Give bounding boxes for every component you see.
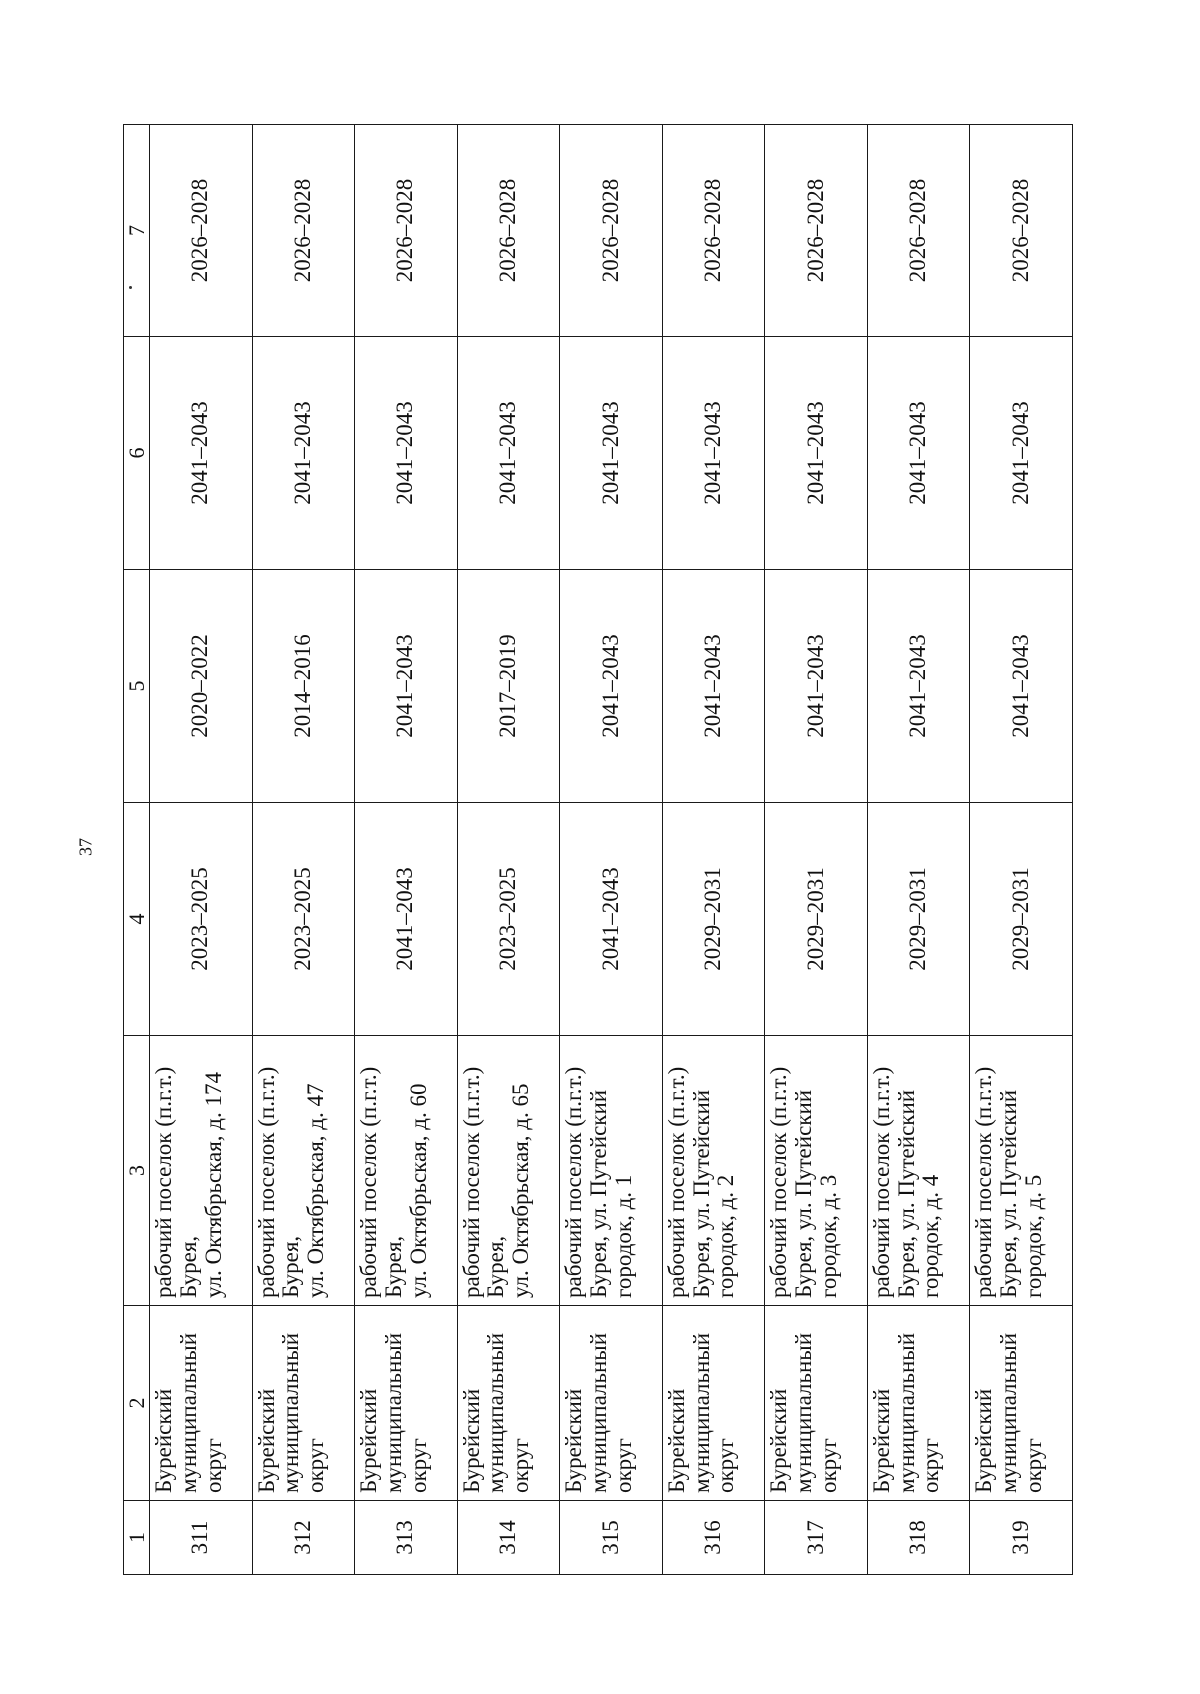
period-col-6-cell: 2041–2043 bbox=[867, 337, 970, 570]
address-line: городок, д. 5 bbox=[1021, 1174, 1047, 1298]
period-col-7-cell: 2026–2028 bbox=[765, 125, 868, 337]
period-col-6-cell: 2041–2043 bbox=[457, 337, 560, 570]
address-cell bbox=[355, 1036, 458, 1306]
district-line: округ bbox=[713, 1438, 739, 1493]
address-line: рабочий поселок (п.г.т.) bbox=[253, 1066, 279, 1298]
district-cell bbox=[970, 1306, 1073, 1501]
table-row bbox=[355, 125, 458, 1575]
address-line: рабочий поселок (п.г.т.) bbox=[868, 1066, 894, 1298]
period-col-4-cell: 2023–2025 bbox=[252, 803, 355, 1036]
address-cell bbox=[560, 1036, 663, 1306]
district-cell bbox=[252, 1306, 355, 1501]
period-col-5-cell: 2041–2043 bbox=[970, 570, 1073, 803]
address-line: рабочий поселок (п.г.т.) bbox=[766, 1066, 792, 1298]
district-cell bbox=[457, 1306, 560, 1501]
period-col-7-cell: 2026–2028 bbox=[867, 125, 970, 337]
row-number-cell: 312 bbox=[252, 1501, 355, 1575]
district-line: округ bbox=[405, 1438, 431, 1493]
address-line: городок, д. 4 bbox=[918, 1174, 944, 1298]
period-col-7-cell: 2026–2028 bbox=[560, 125, 663, 337]
address-line: рабочий поселок (п.г.т.) bbox=[151, 1066, 176, 1298]
period-col-6-cell: 2041–2043 bbox=[560, 337, 663, 570]
period-col-4-cell: 2029–2031 bbox=[970, 803, 1073, 1036]
district-line: муниципальный bbox=[380, 1332, 406, 1493]
period-col-6-cell: 2041–2043 bbox=[970, 337, 1073, 570]
district-line: муниципальный bbox=[688, 1332, 714, 1493]
district-cell bbox=[867, 1306, 970, 1501]
address-line: ул. Октябрьская, д. 60 bbox=[405, 1083, 431, 1298]
district-line: Бурейский bbox=[971, 1388, 997, 1493]
period-col-5-cell: 2041–2043 bbox=[355, 570, 458, 803]
district-line: муниципальный bbox=[175, 1332, 201, 1493]
table-row bbox=[765, 125, 868, 1575]
address-cell bbox=[150, 1036, 253, 1306]
district-line: округ bbox=[1021, 1438, 1047, 1493]
period-col-7-cell: 2026–2028 bbox=[970, 125, 1073, 337]
district-line: Бурейский bbox=[766, 1388, 792, 1493]
address-line: рабочий поселок (п.г.т.) bbox=[663, 1066, 689, 1298]
district-line: округ bbox=[508, 1438, 534, 1493]
period-col-7-cell: 2026–2028 bbox=[355, 125, 458, 337]
district-line: округ bbox=[303, 1438, 329, 1493]
period-col-4-cell: 2029–2031 bbox=[662, 803, 765, 1036]
district-line: Бурейский bbox=[458, 1388, 484, 1493]
district-line: муниципальный bbox=[483, 1332, 509, 1493]
row-number-cell: 313 bbox=[355, 1501, 458, 1575]
address-cell bbox=[867, 1036, 970, 1306]
period-col-5-cell: 2041–2043 bbox=[560, 570, 663, 803]
address-line: Бурея, ул. Путейский bbox=[791, 1089, 817, 1298]
period-col-6-cell: 2041–2043 bbox=[150, 337, 253, 570]
district-line: Бурейский bbox=[151, 1388, 176, 1493]
table-body bbox=[150, 125, 1073, 1575]
header-col-7: 7 bbox=[124, 125, 150, 337]
district-line: муниципальный bbox=[791, 1332, 817, 1493]
period-col-4-cell: 2029–2031 bbox=[867, 803, 970, 1036]
period-col-7-cell: 2026–2028 bbox=[150, 125, 253, 337]
period-col-5-cell: 2020–2022 bbox=[150, 570, 253, 803]
header-col-2: 2 bbox=[124, 1306, 150, 1501]
table-row bbox=[252, 125, 355, 1575]
period-col-7-cell: 2026–2028 bbox=[457, 125, 560, 337]
district-line: Бурейский bbox=[253, 1388, 279, 1493]
district-cell bbox=[355, 1306, 458, 1501]
period-col-7-cell: 2026–2028 bbox=[252, 125, 355, 337]
address-line: рабочий поселок (п.г.т.) bbox=[356, 1066, 382, 1298]
address-line: Бурея, bbox=[278, 1235, 304, 1298]
address-line: городок, д. 1 bbox=[610, 1174, 636, 1298]
district-line: муниципальный bbox=[278, 1332, 304, 1493]
district-line: Бурейский bbox=[356, 1388, 382, 1493]
period-col-4-cell: 2023–2025 bbox=[457, 803, 560, 1036]
period-col-6-cell: 2041–2043 bbox=[765, 337, 868, 570]
period-col-6-cell: 2041–2043 bbox=[355, 337, 458, 570]
district-line: муниципальный bbox=[893, 1332, 919, 1493]
address-line: ул. Октябрьская, д. 47 bbox=[303, 1083, 329, 1298]
header-col-3: 3 bbox=[124, 1036, 150, 1306]
address-line: рабочий поселок (п.г.т.) bbox=[561, 1066, 587, 1298]
period-col-5-cell: 2041–2043 bbox=[765, 570, 868, 803]
header-col-5: 5 bbox=[124, 570, 150, 803]
header-col-6: 6 bbox=[124, 337, 150, 570]
period-col-4-cell: 2023–2025 bbox=[150, 803, 253, 1036]
address-line: городок, д. 2 bbox=[713, 1174, 739, 1298]
row-number-cell: 315 bbox=[560, 1501, 663, 1575]
address-cell bbox=[970, 1036, 1073, 1306]
district-line: Бурейский bbox=[663, 1388, 689, 1493]
header-row bbox=[124, 125, 150, 1575]
table-row bbox=[970, 125, 1073, 1575]
housing-schedule-table bbox=[123, 124, 1073, 1575]
address-line: Бурея, bbox=[483, 1235, 509, 1298]
address-line: Бурея, bbox=[175, 1235, 201, 1298]
address-line: Бурея, ул. Путейский bbox=[586, 1089, 612, 1298]
district-line: округ bbox=[918, 1438, 944, 1493]
period-col-5-cell: 2017–2019 bbox=[457, 570, 560, 803]
period-col-4-cell: 2041–2043 bbox=[355, 803, 458, 1036]
page-number: 37 bbox=[75, 838, 96, 856]
address-cell bbox=[662, 1036, 765, 1306]
address-cell bbox=[765, 1036, 868, 1306]
district-line: Бурейский bbox=[868, 1388, 894, 1493]
table-row bbox=[867, 125, 970, 1575]
district-cell bbox=[560, 1306, 663, 1501]
period-col-4-cell: 2041–2043 bbox=[560, 803, 663, 1036]
row-number-cell: 317 bbox=[765, 1501, 868, 1575]
address-line: Бурея, ул. Путейский bbox=[893, 1089, 919, 1298]
address-cell bbox=[457, 1036, 560, 1306]
table-header bbox=[124, 125, 150, 1575]
district-line: муниципальный bbox=[996, 1332, 1022, 1493]
period-col-4-cell: 2029–2031 bbox=[765, 803, 868, 1036]
table-row bbox=[457, 125, 560, 1575]
district-line: округ bbox=[200, 1438, 226, 1493]
table-row bbox=[560, 125, 663, 1575]
row-number-cell: 311 bbox=[150, 1501, 253, 1575]
district-line: Бурейский bbox=[561, 1388, 587, 1493]
address-cell bbox=[252, 1036, 355, 1306]
address-line: рабочий поселок (п.г.т.) bbox=[971, 1066, 997, 1298]
period-col-6-cell: 2041–2043 bbox=[662, 337, 765, 570]
district-cell bbox=[150, 1306, 253, 1501]
period-col-5-cell: 2014–2016 bbox=[252, 570, 355, 803]
period-col-5-cell: 2041–2043 bbox=[662, 570, 765, 803]
district-cell bbox=[662, 1306, 765, 1501]
address-line: городок, д. 3 bbox=[815, 1174, 841, 1298]
row-number-cell: 318 bbox=[867, 1501, 970, 1575]
table-row bbox=[662, 125, 765, 1575]
period-col-7-cell: 2026–2028 bbox=[662, 125, 765, 337]
address-line: Бурея, bbox=[380, 1235, 406, 1298]
header-col-4: 4 bbox=[124, 803, 150, 1036]
district-line: округ bbox=[610, 1438, 636, 1493]
address-line: рабочий поселок (п.г.т.) bbox=[458, 1066, 484, 1298]
district-line: муниципальный bbox=[586, 1332, 612, 1493]
address-line: Бурея, ул. Путейский bbox=[996, 1089, 1022, 1298]
header-col-1: 1 bbox=[124, 1501, 150, 1575]
row-number-cell: 319 bbox=[970, 1501, 1073, 1575]
table-row bbox=[150, 125, 253, 1575]
row-number-cell: 314 bbox=[457, 1501, 560, 1575]
period-col-5-cell: 2041–2043 bbox=[867, 570, 970, 803]
address-line: ул. Октябрьская, д. 174 bbox=[200, 1072, 226, 1298]
period-col-6-cell: 2041–2043 bbox=[252, 337, 355, 570]
address-line: Бурея, ул. Путейский bbox=[688, 1089, 714, 1298]
district-line: округ bbox=[815, 1438, 841, 1493]
address-line: ул. Октябрьская, д. 65 bbox=[508, 1083, 534, 1298]
row-number-cell: 316 bbox=[662, 1501, 765, 1575]
district-cell bbox=[765, 1306, 868, 1501]
rotated-table-container bbox=[123, 125, 1073, 1575]
